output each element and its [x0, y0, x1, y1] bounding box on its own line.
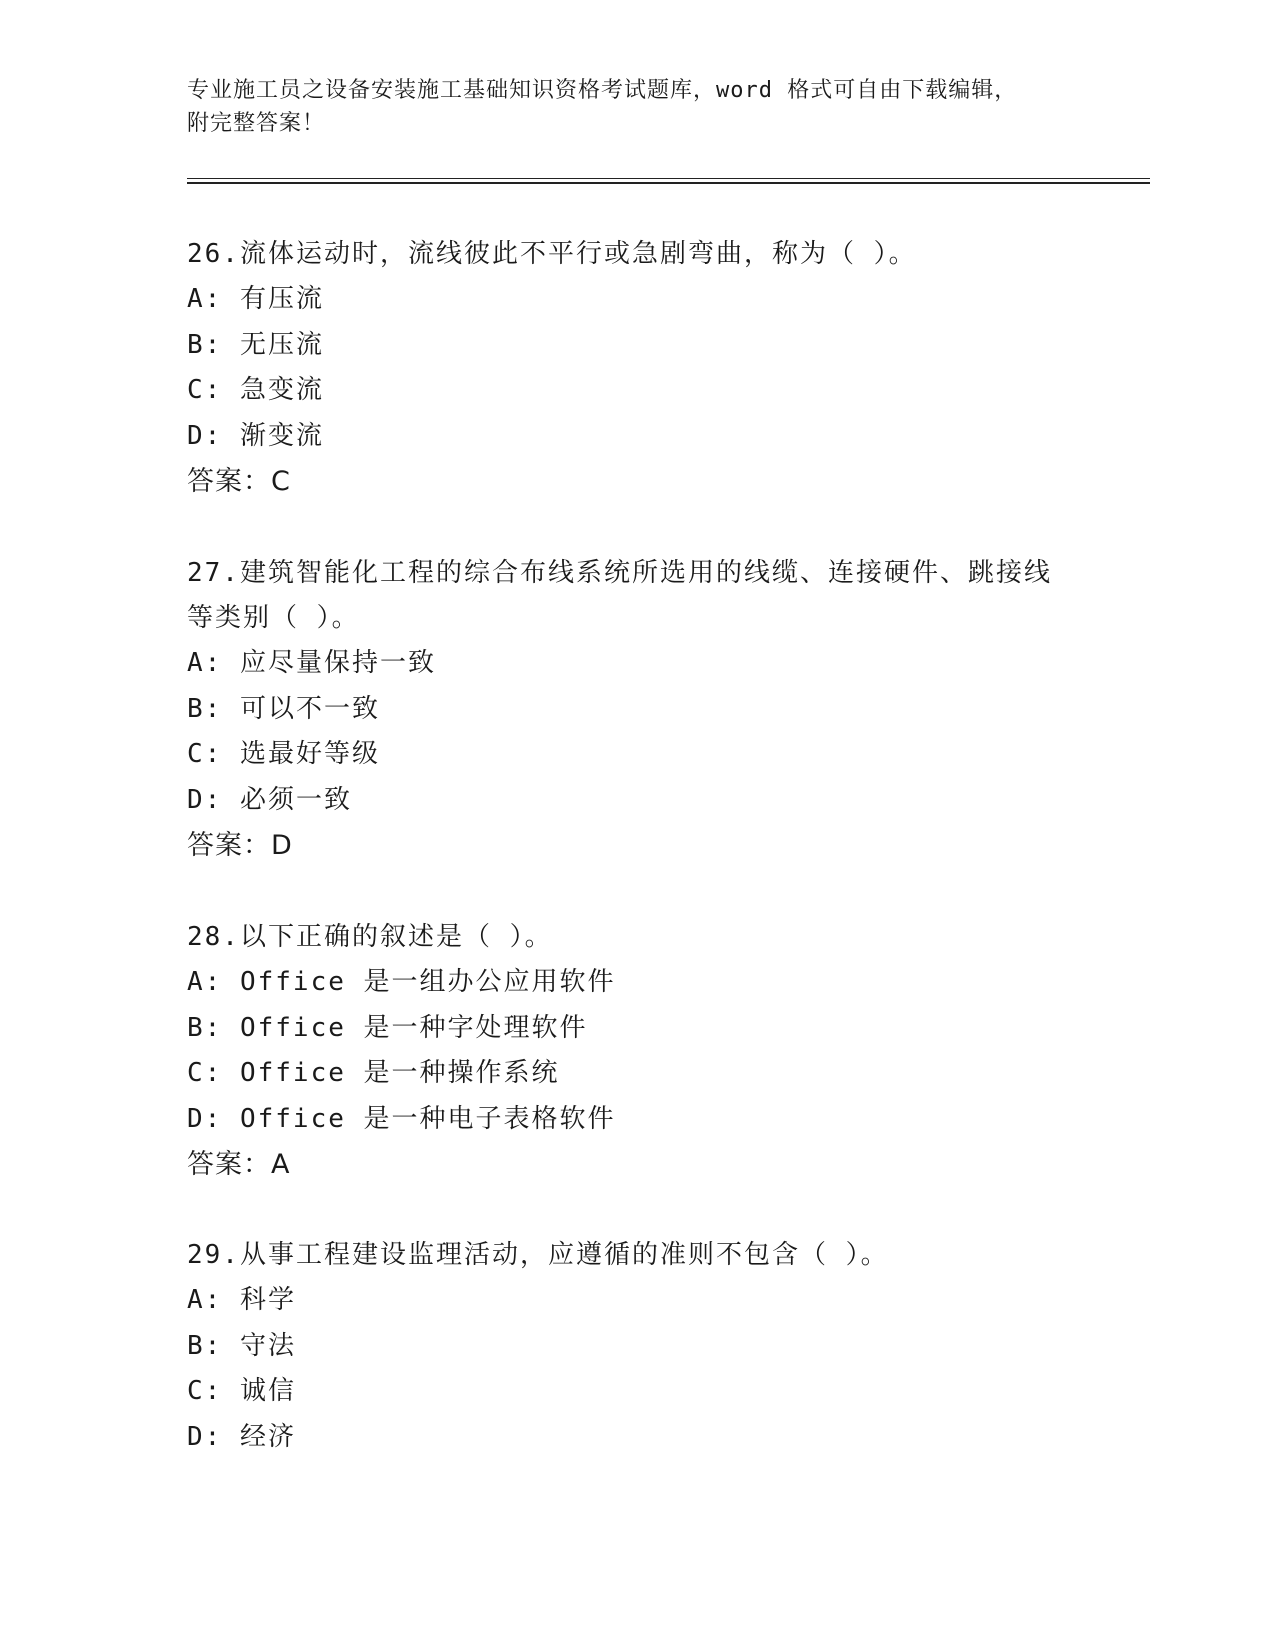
option-a: A: Office 是一组办公应用软件 — [187, 967, 616, 997]
question-stem: 26.流体运动时，流线彼此不平行或急剧弯曲，称为（ ）。 — [187, 239, 917, 269]
option-b: B: 无压流 — [187, 329, 324, 360]
header-divider-bottom — [187, 182, 1150, 184]
option-d: D: 必须一致 — [187, 784, 352, 815]
option-a: A: 应尽量保持一致 — [187, 648, 436, 678]
option-d: D: 渐变流 — [187, 420, 324, 451]
option-c: C: 诚信 — [187, 1376, 296, 1406]
question-stem: 28.以下正确的叙述是（ ）。 — [187, 922, 553, 952]
option-b: B: 可以不一致 — [187, 693, 380, 724]
question-28 — [187, 915, 1087, 1188]
option-c: C: 急变流 — [187, 375, 324, 405]
question-29 — [187, 1233, 1087, 1460]
question-stem-line-2: 等类别（ ）。 — [187, 603, 360, 633]
option-d: D: Office 是一种电子表格软件 — [187, 1103, 616, 1134]
option-a: A: 科学 — [187, 1285, 296, 1315]
question-27 — [187, 551, 1087, 869]
document-header — [187, 74, 1087, 140]
answer: 答案：D — [187, 830, 293, 861]
option-c: C: Office 是一种操作系统 — [187, 1058, 560, 1088]
question-stem-line-1: 27.建筑智能化工程的综合布线系统所选用的线缆、连接硬件、跳接线 — [187, 558, 1052, 588]
option-c: C: 选最好等级 — [187, 739, 380, 769]
header-line-1: 专业施工员之设备安装施工基础知识资格考试题库，word 格式可自由下载编辑， — [187, 78, 1018, 103]
question-26 — [187, 232, 1087, 505]
header-line-2: 附完整答案！ — [187, 111, 326, 136]
question-stem: 29.从事工程建设监理活动，应遵循的准则不包含（ ）。 — [187, 1240, 889, 1270]
option-b: B: Office 是一种字处理软件 — [187, 1012, 588, 1043]
header-divider-top — [187, 178, 1150, 179]
option-d: D: 经济 — [187, 1421, 296, 1452]
answer: 答案：C — [187, 466, 291, 497]
option-a: A: 有压流 — [187, 284, 324, 314]
option-b: B: 守法 — [187, 1330, 296, 1361]
answer: 答案：A — [187, 1149, 291, 1180]
